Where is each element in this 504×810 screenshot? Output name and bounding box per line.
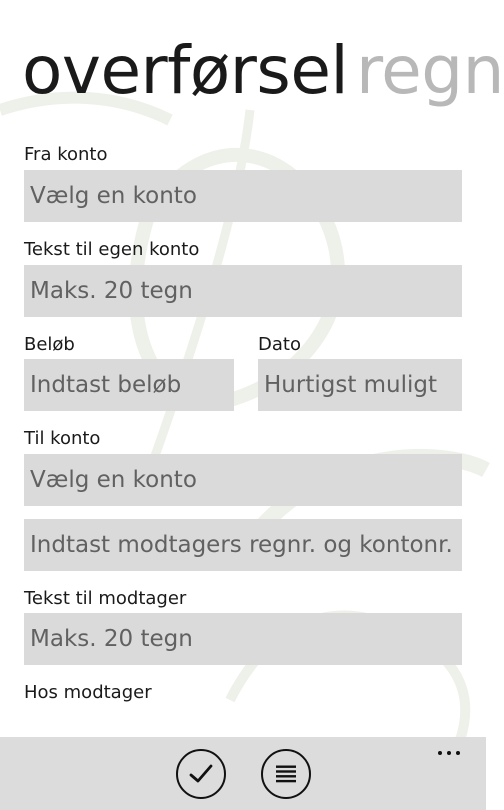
ellipsis-dot — [438, 751, 442, 755]
pivot-tab-transfer[interactable]: overførsel — [22, 32, 349, 109]
application-bar — [0, 737, 486, 810]
from-account-placeholder: Vælg en konto — [30, 183, 197, 209]
own-text-placeholder: Maks. 20 tegn — [30, 278, 193, 304]
ellipsis-icon[interactable] — [438, 751, 460, 755]
date-picker[interactable] — [258, 359, 462, 411]
amount-placeholder: Indtast beløb — [30, 372, 182, 398]
own-text-input[interactable] — [24, 265, 462, 317]
at-recipient-label: Hos modtager — [24, 682, 152, 703]
to-account-label: Til konto — [24, 428, 101, 449]
ellipsis-dot — [456, 751, 460, 755]
check-icon — [188, 763, 214, 785]
ellipsis-dot — [447, 751, 451, 755]
to-account-placeholder: Vælg en konto — [30, 467, 197, 493]
recipient-account-input[interactable] — [24, 519, 462, 571]
pivot-header — [0, 0, 504, 130]
from-account-label: Fra konto — [24, 144, 108, 165]
to-account-picker[interactable] — [24, 454, 462, 506]
amount-label: Beløb — [24, 334, 75, 355]
list-icon — [274, 763, 298, 785]
recipient-text-label: Tekst til modtager — [24, 588, 187, 609]
amount-input[interactable] — [24, 359, 234, 411]
pivot-tab-next[interactable]: regn — [356, 32, 504, 109]
recipient-text-input[interactable] — [24, 613, 462, 665]
recipient-text-placeholder: Maks. 20 tegn — [30, 626, 193, 652]
date-label: Dato — [258, 334, 301, 355]
own-text-label: Tekst til egen konto — [24, 239, 200, 260]
list-button[interactable] — [261, 749, 311, 799]
from-account-picker[interactable] — [24, 170, 462, 222]
confirm-button[interactable] — [176, 749, 226, 799]
date-value: Hurtigst muligt — [264, 372, 438, 398]
recipient-account-placeholder: Indtast modtagers regnr. og kontonr. — [30, 532, 453, 558]
